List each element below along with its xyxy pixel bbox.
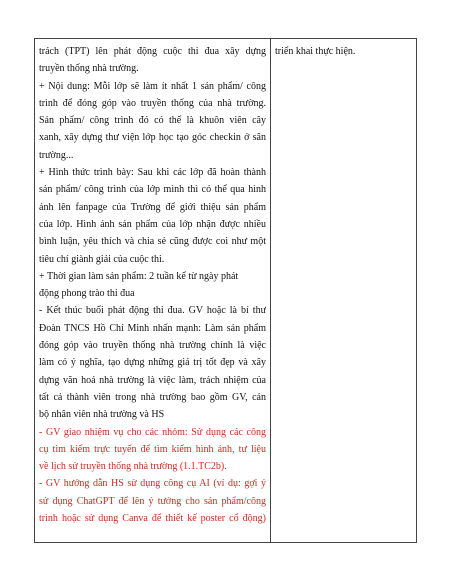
teacher-activity-column <box>39 43 266 527</box>
text-line: - GV hướng dẫn HS sử dụng công cụ AI (ví dụ: gợi ý <box>39 478 266 490</box>
text-line: về lịch sử truyền thống nhà trường (1.1.TC2b). <box>39 461 227 473</box>
text-line: - GV giao nhiệm vụ cho các nhóm: Sử dụng các công <box>39 426 266 438</box>
text-line: ảnh lên fanpage của Trường để giới thiệu sản phẩm <box>39 201 266 213</box>
content-table <box>34 38 417 543</box>
text-line: đóng góp vào truyền thống nhà trường chính là việc <box>39 340 266 352</box>
text-line: truyền thống nhà trường. <box>39 63 139 75</box>
text-line: bộ nhân viên nhà trường và HS <box>39 409 165 421</box>
text-line: + Nội dung: Mỗi lớp sẽ làm ít nhất 1 sản phẩm/ công <box>39 80 266 92</box>
text-line: tiêu chí giành giải của cuộc thi. <box>39 253 165 265</box>
text-line: Sản phẩm/ công trình đó có thể là khuôn viên cây <box>39 115 266 127</box>
text-line: trình hoặc sử dụng Canva để thiết kế poster cổ động) <box>39 513 266 525</box>
text-line: - Kết thúc buổi phát động thi đua. GV hoặc là bí thư <box>39 305 266 317</box>
text-line: sử dụng ChatGPT để lên ý tưởng cho sản phẩm/công <box>39 495 266 507</box>
text-line: trường... <box>39 149 74 161</box>
text-line: làm có ý nghĩa, tạo dựng những giá trị tốt đẹp và xây <box>39 357 266 369</box>
text-line: của lớp. Hình ảnh sản phẩm của lớp nhận được nhiều <box>39 218 266 230</box>
text-line: sản phẩm/ công trình của lớp mình thì có thể qua hình <box>39 184 266 196</box>
text-line: xanh, xây dựng thư viện lớp học tạo góc checkin ở sân <box>39 132 266 144</box>
text-line: động phong trào thi đua <box>39 288 135 300</box>
column-divider <box>270 39 271 542</box>
text-line: tất cả thành viên trong nhà trường bao gồm GV, cán <box>39 391 266 403</box>
student-activity-column <box>275 43 415 60</box>
text-line: dựng văn hoá nhà trường là việc làm, trách nhiệm của <box>39 374 266 386</box>
text-line: cụ tìm kiếm trực tuyến để tìm kiếm hình ảnh, tư liệu <box>39 443 266 455</box>
text-line: + Thời gian làm sản phẩm: 2 tuần kể từ ngày phát <box>39 270 239 282</box>
text-line: triển khai thực hiện. <box>275 46 356 57</box>
text-line: trình để đóng góp vào truyền thống của nhà trường. <box>39 97 266 109</box>
text-line: + Hình thức trình bày: Sau khi các lớp đã hoàn thành <box>39 167 266 179</box>
text-line: trách (TPT) lên phát động cuộc thi đua xây dựng <box>39 46 266 57</box>
text-line: bình luận, yêu thích và chia sẻ cũng được coi như một <box>39 236 266 248</box>
text-line: Đoàn TNCS Hồ Chí Minh nhấn mạnh: Làm sản phẩm <box>39 322 266 334</box>
